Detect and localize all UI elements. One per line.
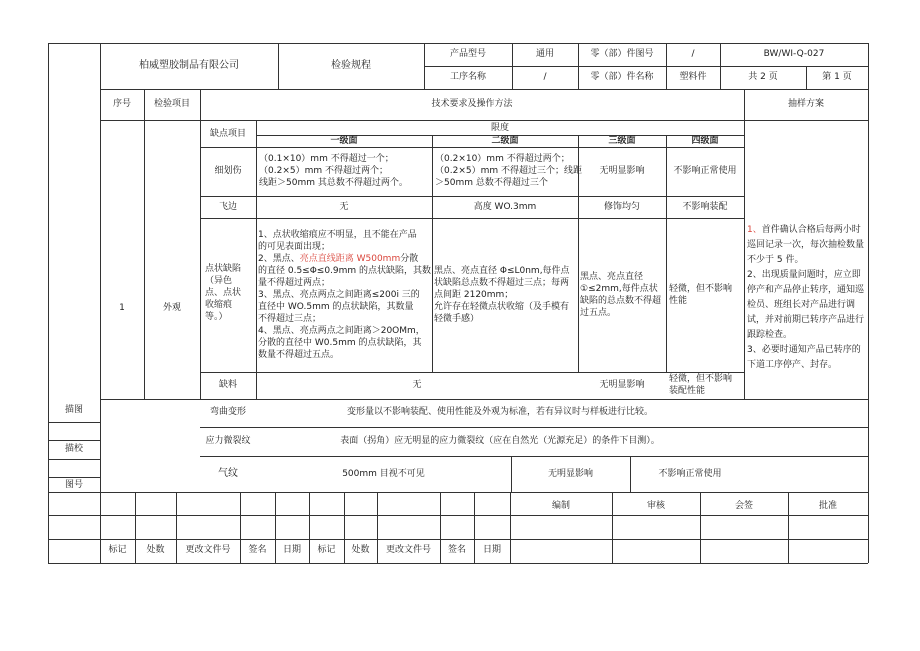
sampling-step-1-text: 首件确认合格后每两小时巡回记录一次，每次抽检数量不少于 5 件。 — [747, 225, 865, 265]
gas-name: 气纹 — [218, 468, 238, 479]
missing-l3: 无明显影响 — [599, 380, 645, 390]
row-item: 外观 — [162, 303, 181, 313]
warp-name: 弯曲变形 — [209, 407, 246, 417]
spots-l2-line2: 状缺陷总点数不得超过三点；每两 — [434, 278, 570, 288]
sampling-step-3: 3、必要时通知产品已转序的下道工序停产、封存。 — [747, 345, 861, 370]
rev-count-2: 处数 — [351, 545, 370, 555]
spots-l1-prefix: 2、黑点、 — [258, 254, 300, 264]
product-model-value: 通用 — [535, 49, 554, 59]
doc-title: 检验规程 — [331, 60, 371, 71]
scratch-l3: 无明显影响 — [599, 166, 645, 176]
spots-l3-line3: 缺陷的总点数不得超 — [580, 296, 662, 306]
rev-count-1: 处数 — [146, 545, 165, 555]
flash-l1: 无 — [339, 202, 349, 212]
rev-mark-1: 标记 — [108, 545, 127, 555]
gas-l4: 不影响正常使用 — [658, 469, 722, 479]
col-sampling: 抽样方案 — [787, 99, 824, 109]
missing-name: 缺料 — [218, 380, 237, 390]
process-name-value: / — [543, 72, 547, 82]
signoff-review: 审核 — [646, 501, 665, 511]
spots-l1-line7: 直径中 WO.5mm 的点状缺陷，其数量 — [258, 302, 414, 312]
scratch-l2-line2: （0.2×5）mm 不得超过三个；线距 — [435, 166, 582, 176]
gas-l12: 500mm 目视不可见 — [342, 469, 425, 479]
side-label-checking: 描校 — [64, 444, 83, 454]
spots-l1-highlight: 亮点直线距离 W500mm — [299, 254, 401, 264]
spots-l1-line9: 4、黑点、亮点两点之间距离＞20OMm， — [258, 326, 425, 336]
spots-l4-line2: 性能 — [669, 296, 688, 306]
spots-name-line4: 收缩痕 — [205, 300, 233, 310]
part-drawing-label: 零（部）件图号 — [590, 49, 654, 59]
gas-l3: 无明显影响 — [547, 469, 593, 479]
spots-name-line5: 等。） — [205, 312, 228, 322]
scratch-l2-line3: ＞50mm 总数不得超过三个 — [435, 178, 548, 188]
rev-date-2: 日期 — [482, 545, 501, 555]
sampling-plan — [747, 223, 867, 373]
signoff-countersign: 会签 — [734, 501, 753, 511]
scratch-l4: 不影响正常使用 — [673, 166, 737, 176]
part-drawing-value: / — [691, 49, 695, 59]
rev-file-no-1: 更改文件号 — [185, 545, 231, 555]
rev-sign-1: 签名 — [248, 545, 267, 555]
spots-name-line2: （异色 — [205, 276, 233, 286]
spots-name-line1: 点状缺陷 — [205, 264, 242, 274]
total-pages: 共 2 页 — [748, 72, 778, 82]
level-1-header: 一级面 — [330, 136, 358, 146]
page-number: 第 1 页 — [822, 72, 852, 82]
rev-date-1: 日期 — [282, 545, 301, 555]
level-3-header: 三级面 — [608, 136, 636, 146]
sampling-step-1-num: 1、 — [747, 225, 762, 235]
spots-l1-line1: 1、点状收缩痕应不明显，且不能在产品 — [258, 230, 417, 240]
scratch-l1-line3: 线距＞50mm 其总数不得超过两个。 — [259, 178, 408, 188]
scratch-l1-line1: （0.1×10）mm 不得超过一个； — [259, 154, 394, 164]
scratch-l1-line2: （0.2×5）mm 不得超过两个； — [259, 166, 388, 176]
rev-file-no-2: 更改文件号 — [385, 545, 431, 555]
spots-l1-line10: 分散的直径中 W0.5mm 的点状缺陷，其 — [258, 338, 422, 348]
missing-l4-line2: 装配性能 — [669, 386, 706, 396]
spots-name-line3: 点、点状 — [205, 288, 242, 298]
process-name-label: 工序名称 — [449, 72, 486, 82]
spots-l1-line6: 3、黑点、亮点两点之间距离≤200i 三的 — [258, 290, 420, 300]
spots-l3-line2: ①≤2mm,每件点状 — [580, 284, 658, 294]
spots-l2-line1: 黑点、亮点直径 Φ≤L0nm,每件点 — [434, 266, 570, 276]
part-name-label: 零（部）件名称 — [590, 72, 654, 82]
warp-text: 变形量以不影响装配、使用性能及外观为标准，若有异议时与样板进行比较。 — [346, 407, 653, 417]
spots-l2-line5: 轻微手感） — [434, 314, 480, 324]
part-name-value: 塑料件 — [679, 72, 707, 82]
missing-l12: 无 — [412, 380, 422, 390]
level-4-header: 四级面 — [691, 136, 719, 146]
stress-name: 应力微裂纹 — [205, 436, 251, 446]
scratch-name: 细划伤 — [214, 166, 242, 176]
spots-l1-line11: 数量不得超过五点。 — [258, 350, 340, 360]
scratch-l2-line1: （0.2×10）mm 不得超过两个； — [435, 154, 570, 164]
rev-sign-2: 签名 — [447, 545, 466, 555]
spots-l4-line1: 轻微，但不影响 — [669, 284, 733, 294]
signoff-compile: 编制 — [551, 501, 570, 511]
spots-l2-line3: 点间距 2120mm； — [434, 290, 514, 300]
level-2-header: 二级面 — [491, 136, 519, 146]
spots-l1-line5: 量不得超过两点； — [258, 278, 331, 288]
side-label-drawing: 描图 — [64, 405, 83, 415]
spots-l1-suffix: 分散 — [400, 254, 419, 264]
doc-number: BW/WI-Q-027 — [763, 49, 825, 59]
spots-l1-line8: 不得超过三点； — [258, 314, 322, 324]
flash-l2: 高度 WO.3mm — [473, 202, 537, 212]
flash-l3: 修饰均匀 — [603, 202, 640, 212]
rev-mark-2: 标记 — [317, 545, 336, 555]
stress-text: 表面（拐角）应无明显的应力微裂纹（应在自然光（光源充足）的条件下目测）。 — [340, 436, 660, 446]
spots-l3-line4: 过五点。 — [580, 308, 617, 318]
col-requirement: 技术要求及操作方法 — [431, 99, 513, 109]
spots-l3-line1: 黑点、亮点直径 — [580, 272, 644, 282]
defect-label: 缺点项目 — [209, 129, 246, 139]
sampling-step-1 — [747, 223, 867, 268]
spots-l1-line3 — [258, 254, 418, 265]
signoff-approve: 批准 — [818, 501, 837, 511]
col-item: 检验项目 — [153, 99, 190, 109]
flash-name: 飞边 — [218, 202, 237, 212]
product-model-label: 产品型号 — [449, 49, 486, 59]
spots-l1-line4: 的直径 0.5≤Φ≤0.9mm 的点状缺陷，其数 — [258, 266, 432, 276]
sampling-step-2: 2、出现质量问题时，应立即停产和产品停止转序，通知巡检员、班组长对产品进行调试，并对前期已转序产品进行跟踪检查。 — [747, 270, 865, 340]
flash-l4: 不影响装配 — [682, 202, 728, 212]
side-label-drawing-no: 图号 — [64, 480, 83, 490]
col-seq: 序号 — [112, 99, 131, 109]
spots-l2-line4: 允许存在轻微点状收缩（及手模有 — [434, 302, 570, 312]
missing-l4-line1: 轻微，但不影响 — [669, 374, 733, 384]
limit-label: 限度 — [490, 123, 509, 133]
row-seq: 1 — [119, 303, 125, 313]
company-name: 柏威塑胶制品有限公司 — [139, 60, 239, 71]
spots-l1-line2: 的可见表面出现； — [258, 242, 331, 252]
